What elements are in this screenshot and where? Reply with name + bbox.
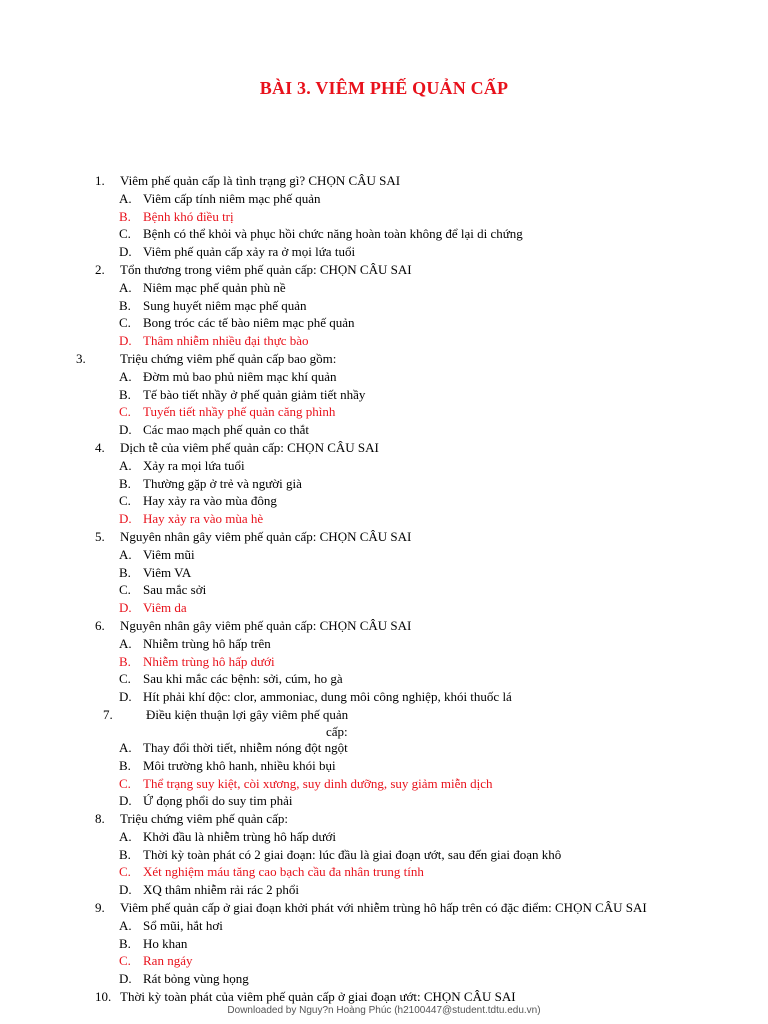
option-choice	[0, 492, 768, 510]
option-choice	[0, 970, 768, 988]
option-letter: C.	[119, 775, 131, 791]
option-text: Ho khan	[143, 935, 188, 951]
question-text: Tổn thương trong viêm phế quản cấp: CHỌN CÂU SAI	[120, 261, 412, 277]
option-letter: D.	[119, 600, 132, 616]
question-text: Nguyên nhân gây viêm phế quản cấp: CHỌN CÂU SAI	[120, 528, 412, 544]
option-text: Viêm phế quản cấp xảy ra ở mọi lứa tuổi	[143, 244, 356, 260]
option-choice	[0, 881, 768, 899]
option-letter: A.	[119, 190, 132, 206]
option-text: Bệnh có thể khỏi và phục hồi chức năng hoàn toàn không để lại di chứng	[143, 226, 523, 242]
option-answer	[0, 952, 768, 970]
option-text: Tế bào tiết nhầy ở phế quản giảm tiết nhầy	[143, 386, 366, 402]
option-text: Ran ngáy	[143, 953, 193, 969]
question-number: 8.	[95, 811, 105, 827]
option-letter: D.	[119, 971, 132, 987]
option-choice	[0, 670, 768, 688]
question-number: 2.	[95, 261, 105, 277]
option-choice	[0, 935, 768, 953]
question-text: Viêm phế quản cấp là tình trạng gì? CHỌN CÂU SAI	[120, 173, 401, 188]
option-choice	[0, 635, 768, 653]
option-text: Tuyến tiết nhầy phế quản căng phình	[143, 404, 336, 420]
option-letter: B.	[119, 475, 131, 491]
question-number: 5.	[95, 528, 105, 544]
option-text: Viêm cấp tính niêm mạc phế quản	[143, 190, 321, 206]
question-7	[0, 706, 768, 724]
option-answer	[0, 332, 768, 350]
option-letter: B.	[119, 757, 131, 773]
question-text: Triệu chứng viêm phế quản cấp:	[120, 811, 288, 827]
option-letter: C.	[119, 493, 131, 509]
option-letter: C.	[119, 404, 131, 420]
option-letter: B.	[119, 386, 131, 402]
option-choice	[0, 475, 768, 493]
option-choice	[0, 386, 768, 404]
question-text: Nguyên nhân gây viêm phế quản cấp: CHỌN CÂU SAI	[120, 617, 412, 633]
option-text: Niêm mạc phế quản phù nề	[143, 279, 286, 295]
question-list	[0, 172, 768, 1006]
option-answer	[0, 510, 768, 528]
option-letter: B.	[119, 297, 131, 313]
option-choice	[0, 792, 768, 810]
option-text: Các mao mạch phế quản co thắt	[143, 422, 310, 438]
question-text: Dịch tễ của viêm phế quản cấp: CHỌN CÂU SAI	[120, 439, 379, 455]
option-letter: B.	[119, 208, 131, 224]
option-letter: C.	[119, 671, 131, 687]
option-text: Thay đổi thời tiết, nhiễm nóng đột ngột	[143, 739, 348, 755]
option-text: Khởi đầu là nhiễm trùng hô hấp dưới	[143, 828, 337, 844]
option-letter: A.	[119, 828, 132, 844]
option-letter: C.	[119, 582, 131, 598]
option-choice	[0, 828, 768, 846]
option-text: Sau mắc sởi	[143, 582, 207, 598]
option-letter: D.	[119, 244, 132, 260]
option-choice	[0, 314, 768, 332]
option-choice	[0, 917, 768, 935]
option-text: Thâm nhiễm nhiều đại thực bào	[143, 333, 309, 349]
option-letter: B.	[119, 653, 131, 669]
option-text: Viêm mũi	[143, 546, 195, 562]
option-text: Thể trạng suy kiệt, còi xương, suy dinh dưỡng, suy giảm miễn dịch	[143, 775, 493, 791]
option-answer	[0, 653, 768, 671]
option-choice	[0, 846, 768, 864]
option-text: Nhiễm trùng hô hấp dưới	[143, 653, 275, 669]
option-text: Đờm mủ bao phủ niêm mạc khí quản	[143, 368, 337, 384]
option-text: XQ thâm nhiễm rải rác 2 phổi	[143, 882, 299, 898]
option-letter: C.	[119, 226, 131, 242]
question-2	[0, 261, 768, 279]
option-text: Sau khi mắc các bệnh: sởi, cúm, ho gà	[143, 671, 343, 687]
option-text: Hay xảy ra vào mùa đông	[143, 493, 277, 509]
question-text-continuation: cấp:	[326, 723, 348, 739]
option-text: Viêm VA	[143, 564, 192, 580]
option-text: Hít phải khí độc: clor, ammoniac, dung môi công nghiệp, khói thuốc lá	[143, 689, 512, 705]
option-choice	[0, 581, 768, 599]
option-letter: A.	[119, 546, 132, 562]
option-letter: D.	[119, 793, 132, 809]
option-letter: C.	[119, 953, 131, 969]
option-choice	[0, 457, 768, 475]
option-choice	[0, 190, 768, 208]
option-choice	[0, 739, 768, 757]
question-6	[0, 617, 768, 635]
question-number: 1.	[95, 173, 105, 188]
option-text: Bong tróc các tế bào niêm mạc phế quản	[143, 315, 355, 331]
question-text: Triệu chứng viêm phế quản cấp bao gồm:	[120, 350, 337, 366]
question-number: 10.	[95, 989, 112, 1005]
question-10	[0, 988, 768, 1006]
option-letter: A.	[119, 279, 132, 295]
option-text: Sổ mũi, hắt hơi	[143, 917, 223, 933]
option-letter: A.	[119, 635, 132, 651]
download-footer: Downloaded by Nguy?n Hoàng Phúc (h2100447@student.tdtu.edu.vn)	[227, 1005, 541, 1016]
option-letter: A.	[119, 457, 132, 473]
question-1	[0, 172, 768, 190]
question-8	[0, 810, 768, 828]
option-letter: B.	[119, 935, 131, 951]
question-number: 6.	[95, 617, 105, 633]
option-answer	[0, 775, 768, 793]
question-text: Điều kiện thuận lợi gây viêm phế quản	[146, 706, 349, 722]
option-letter: D.	[119, 333, 132, 349]
question-3	[0, 350, 768, 368]
option-letter: A.	[119, 739, 132, 755]
option-text: Thường gặp ở trẻ và người già	[143, 475, 302, 491]
option-answer	[0, 863, 768, 881]
option-choice	[0, 688, 768, 706]
option-letter: D.	[119, 511, 132, 527]
option-choice	[0, 279, 768, 297]
option-letter: C.	[119, 864, 131, 880]
option-text: Môi trường khô hanh, nhiều khói bụi	[143, 757, 336, 773]
option-letter: D.	[119, 689, 132, 705]
option-choice	[0, 757, 768, 775]
option-letter: B.	[119, 846, 131, 862]
option-text: Nhiễm trùng hô hấp trên	[143, 635, 271, 651]
option-text: Thời kỳ toàn phát có 2 giai đoạn: lúc đầu là giai đoạn ướt, sau đến giai đoạn khô	[143, 846, 562, 862]
option-choice	[0, 243, 768, 261]
option-letter: C.	[119, 315, 131, 331]
option-answer	[0, 599, 768, 617]
option-answer	[0, 403, 768, 421]
question-text: Viêm phế quản cấp ở giai đoạn khởi phát với nhiễm trùng hô hấp trên có đặc điểm: CHỌN CÂU SAI	[120, 900, 647, 916]
question-9	[0, 899, 768, 917]
option-letter: D.	[119, 422, 132, 438]
question-5	[0, 528, 768, 546]
option-text: Viêm da	[143, 600, 187, 616]
option-text: Hay xảy ra vào mùa hè	[143, 511, 264, 527]
option-letter: B.	[119, 564, 131, 580]
option-answer	[0, 208, 768, 226]
option-choice	[0, 546, 768, 564]
question-text: Thời kỳ toàn phát của viêm phế quản cấp ở giai đoạn ướt: CHỌN CÂU SAI	[120, 989, 516, 1005]
page-title: BÀI 3. VIÊM PHẾ QUẢN CẤP	[259, 78, 509, 98]
option-letter: A.	[119, 368, 132, 384]
option-letter: D.	[119, 882, 132, 898]
option-text: Ứ đọng phổi do suy tim phải	[143, 793, 293, 809]
option-choice	[0, 564, 768, 582]
question-number: 3.	[76, 350, 86, 366]
option-choice	[0, 297, 768, 315]
option-text: Xét nghiệm máu tăng cao bạch cầu đa nhân trung tính	[143, 864, 424, 880]
option-text: Bệnh khó điều trị	[143, 208, 234, 224]
question-number: 4.	[95, 439, 105, 455]
option-text: Rát bỏng vùng họng	[143, 971, 249, 987]
question-number: 7.	[103, 706, 113, 722]
option-choice	[0, 368, 768, 386]
option-text: Xảy ra mọi lứa tuổi	[143, 457, 245, 473]
question-number: 9.	[95, 900, 105, 916]
option-choice	[0, 421, 768, 439]
option-text: Sung huyết niêm mạc phế quản	[143, 297, 307, 313]
option-letter: A.	[119, 917, 132, 933]
option-choice	[0, 225, 768, 243]
question-4	[0, 439, 768, 457]
